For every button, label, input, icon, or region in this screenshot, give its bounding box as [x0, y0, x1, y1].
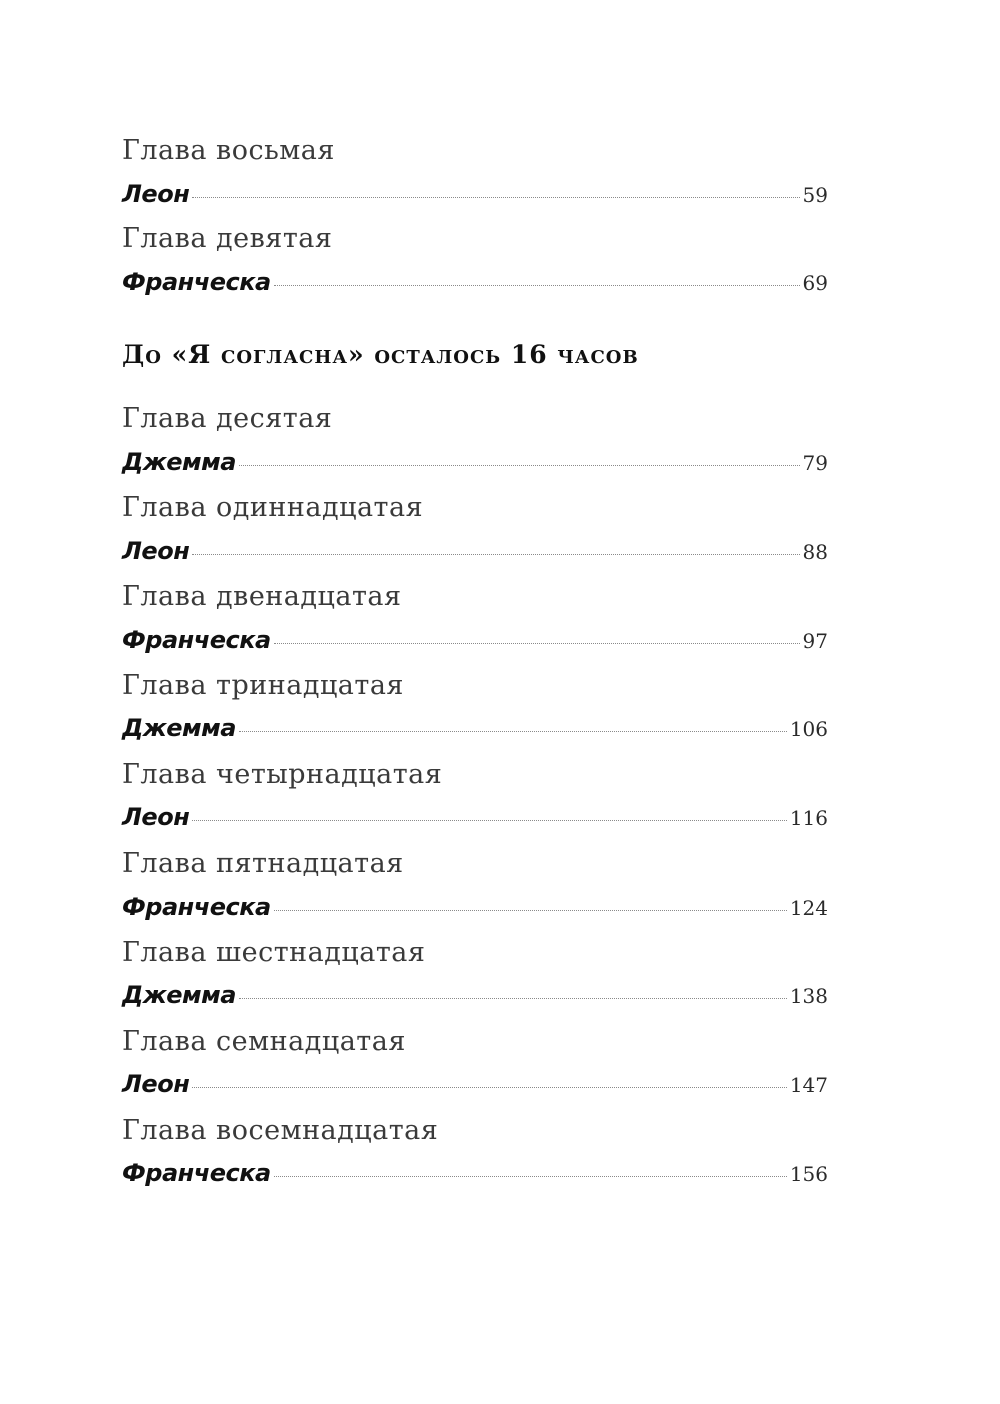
dot-leader — [192, 820, 787, 821]
chapter-title: Глава десятая — [122, 403, 333, 434]
page-number: 124 — [789, 896, 828, 920]
toc-entry-row[interactable] — [122, 981, 828, 1009]
narrator-name: Джемма — [122, 714, 236, 742]
toc-entry-row[interactable] — [122, 803, 828, 831]
narrator-name: Франческа — [122, 1159, 271, 1187]
narrator-name: Джемма — [122, 448, 236, 476]
page-number: 79 — [802, 451, 828, 475]
toc-entry-row[interactable] — [122, 626, 828, 654]
toc-entry-row[interactable] — [122, 1070, 828, 1098]
narrator-name: Леон — [122, 180, 190, 208]
dot-leader — [274, 643, 800, 644]
dot-leader — [239, 731, 787, 732]
toc-entry-row[interactable] — [122, 268, 828, 296]
chapter-title: Глава девятая — [122, 223, 333, 254]
dot-leader — [192, 1087, 787, 1088]
chapter-title: Глава пятнадцатая — [122, 848, 404, 879]
chapter-title: Глава одиннадцатая — [122, 492, 424, 523]
dot-leader — [192, 554, 799, 555]
page-number: 69 — [802, 271, 828, 295]
page-number: 147 — [789, 1073, 828, 1097]
dot-leader — [274, 910, 787, 911]
chapter-title: Глава восемнадцатая — [122, 1115, 439, 1146]
narrator-name: Леон — [122, 803, 190, 831]
chapter-title: Глава четырнадцатая — [122, 759, 443, 790]
narrator-name: Леон — [122, 537, 190, 565]
narrator-name: Джемма — [122, 981, 236, 1009]
toc-entry-row[interactable] — [122, 714, 828, 742]
chapter-title: Глава шестнадцатая — [122, 937, 426, 968]
page-number: 106 — [789, 717, 828, 741]
chapter-title: Глава тринадцатая — [122, 670, 404, 701]
narrator-name: Франческа — [122, 268, 271, 296]
toc-entry-row[interactable] — [122, 448, 828, 476]
toc-entry-row[interactable] — [122, 893, 828, 921]
toc-entry-row[interactable] — [122, 1159, 828, 1187]
page-number: 156 — [789, 1162, 828, 1186]
dot-leader — [192, 197, 799, 198]
dot-leader — [239, 465, 800, 466]
section-heading: До «Я согласна» осталось 16 часов — [122, 340, 639, 369]
dot-leader — [274, 285, 800, 286]
chapter-title: Глава двенадцатая — [122, 581, 402, 612]
dot-leader — [239, 998, 787, 999]
page-number: 88 — [802, 540, 828, 564]
page-number: 138 — [789, 984, 828, 1008]
page-number: 97 — [802, 629, 828, 653]
chapter-title: Глава восьмая — [122, 135, 335, 166]
page-number: 116 — [789, 806, 828, 830]
toc-entry-row[interactable] — [122, 180, 828, 208]
narrator-name: Леон — [122, 1070, 190, 1098]
chapter-title: Глава семнадцатая — [122, 1026, 406, 1057]
narrator-name: Франческа — [122, 626, 271, 654]
page-number: 59 — [802, 183, 828, 207]
dot-leader — [274, 1176, 787, 1177]
narrator-name: Франческа — [122, 893, 271, 921]
toc-entry-row[interactable] — [122, 537, 828, 565]
